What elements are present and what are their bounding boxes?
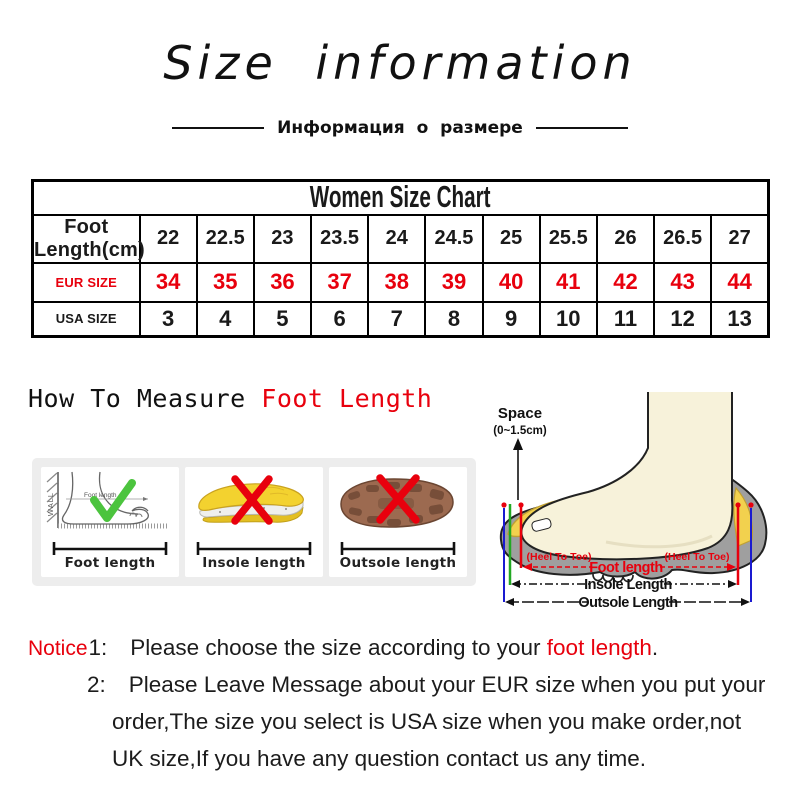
cell: 24.5 xyxy=(425,215,482,263)
foot-length-label: Foot length xyxy=(589,560,663,576)
heel-to-toe-left-label: (Heel To Toe) xyxy=(526,551,592,563)
cell: 13 xyxy=(711,302,768,337)
cell: 36 xyxy=(254,263,311,302)
method-label-foot-length: Foot length xyxy=(64,555,156,571)
cell: 11 xyxy=(597,302,654,337)
arrowhead xyxy=(728,580,737,588)
cell: 26 xyxy=(597,215,654,263)
cell: 40 xyxy=(483,263,540,302)
page-title: Size information xyxy=(163,36,637,90)
notice-item2-text-3: UK size,If you have any question contact us any time. xyxy=(112,746,647,771)
cell: 10 xyxy=(540,302,597,337)
measure-bracket xyxy=(338,542,458,555)
notice-line-1 xyxy=(28,629,790,666)
notice-item2-text-1: Please Leave Message about your EUR size when you put your xyxy=(128,672,766,697)
marker-dot xyxy=(518,502,523,507)
notice-line-2 xyxy=(28,666,790,703)
subtitle-row xyxy=(0,118,800,138)
foot-against-wall-illustration xyxy=(46,470,174,542)
cell: 6 xyxy=(311,302,368,337)
cell: 42 xyxy=(597,263,654,302)
size-chart-title: Women Size Chart xyxy=(310,179,491,215)
table-row-foot-length xyxy=(33,215,769,263)
measure-heading xyxy=(28,384,432,413)
cell: 9 xyxy=(483,302,540,337)
insole-length-label: Insole Length xyxy=(584,577,672,593)
cell: 4 xyxy=(197,302,254,337)
size-chart-header-row xyxy=(33,181,769,215)
notice-item1-highlight: foot length xyxy=(546,635,652,660)
cell: 22 xyxy=(140,215,197,263)
cell: 8 xyxy=(425,302,482,337)
table-row-eur-size xyxy=(33,263,769,302)
measure-bracket xyxy=(194,542,314,555)
cell: 7 xyxy=(368,302,425,337)
notice-item1-period: . xyxy=(651,635,659,660)
cell: 26.5 xyxy=(654,215,711,263)
space-arrowhead xyxy=(513,438,523,450)
cell: 39 xyxy=(425,263,482,302)
notice-item1-text: Please choose the size according to your xyxy=(130,635,547,660)
space-range-label: (0~1.5cm) xyxy=(493,425,547,437)
cell: 25.5 xyxy=(540,215,597,263)
arrowhead xyxy=(511,580,520,588)
outsole-illustration xyxy=(334,470,462,542)
measure-heading-red: Foot Length xyxy=(261,384,433,413)
outsole-length-label: Outsole Length xyxy=(578,595,678,611)
notice-line-3 xyxy=(28,703,790,740)
subtitle-rule-right xyxy=(536,127,628,129)
cell: 35 xyxy=(197,263,254,302)
method-box-foot-length xyxy=(41,467,179,577)
cell: 43 xyxy=(654,263,711,302)
notice-label: Notice xyxy=(28,637,88,660)
measure-methods-panel xyxy=(32,458,476,586)
cell: 37 xyxy=(311,263,368,302)
notice-item2-number: 2: xyxy=(87,672,106,697)
arrowhead xyxy=(505,598,514,606)
insole-illustration xyxy=(190,470,318,542)
cell: 23.5 xyxy=(311,215,368,263)
heel-to-toe-right-label: (Heel To Toe) xyxy=(664,551,730,563)
space-label: Space xyxy=(497,405,543,422)
foot-and-leg-shape xyxy=(521,392,732,559)
marker-dot xyxy=(748,502,753,507)
inner-foot-length-label: Foot length xyxy=(84,492,117,499)
notice-line-4 xyxy=(28,740,790,777)
row-label-foot-length: Foot Length(cm) xyxy=(34,215,145,261)
method-box-outsole-length xyxy=(329,467,467,577)
women-size-chart xyxy=(31,179,770,338)
cell: 24 xyxy=(368,215,425,263)
measure-heading-black: How To Measure xyxy=(28,384,262,413)
notice-item2-text-2: order,The size you select is USA size when you make order,not xyxy=(112,709,742,734)
notice-item1-number: 1: xyxy=(88,635,108,660)
cell: 5 xyxy=(254,302,311,337)
row-label-eur-size: EUR SIZE xyxy=(33,263,140,302)
cell: 23 xyxy=(254,215,311,263)
method-label-insole-length: Insole length xyxy=(202,555,306,571)
arrowhead xyxy=(741,598,750,606)
cell: 22.5 xyxy=(197,215,254,263)
cell: 34 xyxy=(140,263,197,302)
foot-in-shoe-diagram xyxy=(488,392,790,612)
cell: 27 xyxy=(711,215,768,263)
cell: 3 xyxy=(140,302,197,337)
method-box-insole-length xyxy=(185,467,323,577)
table-row-usa-size xyxy=(33,302,769,337)
method-label-outsole-length: Outsole length xyxy=(339,555,457,571)
marker-dot xyxy=(735,502,740,507)
cell: 44 xyxy=(711,263,768,302)
measure-bracket xyxy=(50,542,170,555)
wall-label: WALL xyxy=(46,491,55,517)
notice-section xyxy=(28,629,790,777)
marker-dot xyxy=(501,502,506,507)
cell: 25 xyxy=(483,215,540,263)
cell: 12 xyxy=(654,302,711,337)
page-subtitle-russian: Информация о размере xyxy=(277,118,523,138)
cell: 41 xyxy=(540,263,597,302)
cell: 38 xyxy=(368,263,425,302)
row-label-usa-size: USA SIZE xyxy=(33,302,140,337)
subtitle-rule-left xyxy=(172,127,264,129)
